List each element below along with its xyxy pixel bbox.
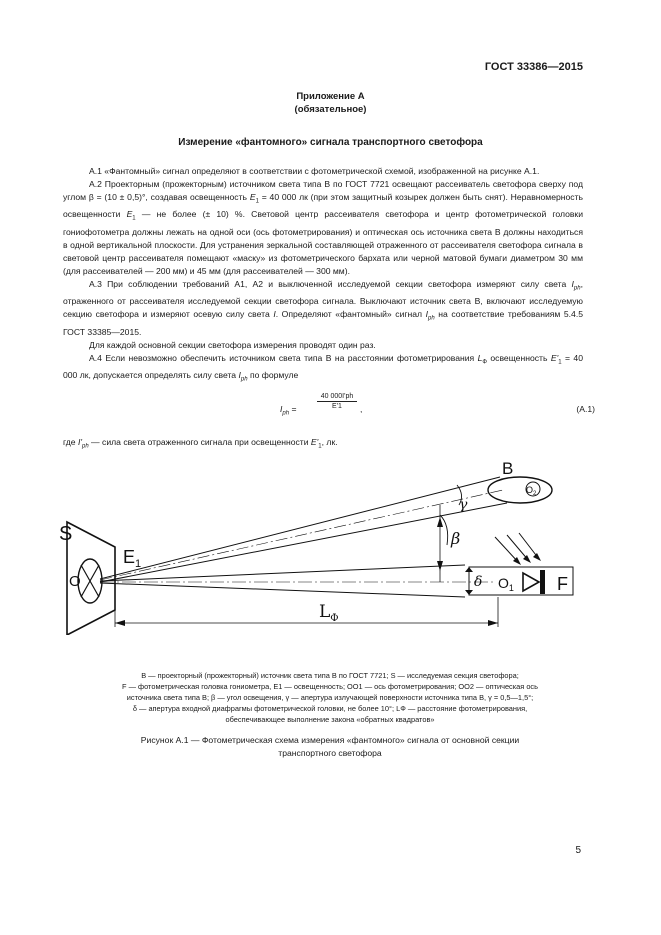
- label-E1: $E_1$: [123, 547, 142, 570]
- label-O: O: [69, 573, 81, 590]
- caption-line: Рисунок А.1 — Фотометрическая схема измерения «фантомного» сигнала от основной секции: [140, 735, 520, 745]
- paragraph-a3-note: Для каждой основной секции светофора измерения проводят один раз.: [89, 339, 376, 350]
- paragraph-a4: А.4 Если невозможно обеспечить источником света типа В на расстоянии фотометрирования $L_Ф$ освещенность $E'_1 = 40$ 000 лк, допускается определять силу света $I_{ph}$ по формуле: [63, 352, 583, 383]
- legend-line: F — фотометрическая головка гониометра, E1 — освещенность; OO1 — ось фотометрирования; OO2 — оптическая ось: [122, 682, 538, 691]
- caption-line: транспортного светофора: [278, 747, 382, 758]
- annex-heading: [0, 90, 661, 116]
- standard-number: ГОСТ 33386—2015: [484, 61, 583, 73]
- label-B: B: [502, 459, 514, 478]
- label-S: S: [59, 523, 73, 545]
- page-number: 5: [575, 845, 581, 856]
- label-F: F: [557, 574, 568, 594]
- photometer-head: [523, 573, 539, 591]
- paragraph-a1: А.1 «Фантомный» сигнал определяют в соответствии с фотометрической схемой, изображенной на рисунке А.1.: [89, 166, 540, 176]
- section-title: Измерение «фантомного» сигнала транспортного светофора: [178, 137, 483, 148]
- paragraph-a2: А.2 Проекторным (прожекторным) источником света типа В по ГОСТ 7721 освещают рассеиватель светофора сверху под углом β = (10 ± 0,5)°, создавая освещенность $E_1 = 40$ 000 лк (при этом защитный козырек должен быть снят). Неравномерность освещенности $E_1$ — не более (± 10) %. Световой центр рассеивателя светофора и центр фотометрической головки гониофотометра должны лежать на одной оси (ось фотометрирования) и оптическая ось источника света В должны находиться в одной вертикальной плоскости. Для устранения зеркальной составляющей отраженного от рассеивателя светофора сигнала в световой центр рассеивателя помещают «маску» из фотометрического бархата или черной матовой бумаги диаметром 30 мм (для рассеивателей — 200 мм) и 45 мм (для рассеивателей — 300 мм).: [63, 178, 583, 276]
- document-page: ГОСТ 33386—2015 Приложение А (обязательное) Измерение «фантомного» сигнала транспортного светофора А.1 «Фантомный» сигнал определяют в соответствии с фотометрической схемой, изображенной на рисунке А.1. А.2 Проекторным (прожекторным) источником света типа В по ГОСТ 7721 освещают рассеиватель светофора сверху под углом β = (10 ± 0,5)°, создавая освещенность $E_1 = 40$ 000 лк (при этом защитный козырек должен быть снят). Неравномерность освещенности $E_1$ — не более (± 10) %. Световой центр рассеивателя светофора и центр фотометрической головки гониофотометра должны лежать на одной оси (ось фотометрирования) и оптическая ось источника света В должны находиться в одной вертикальной плоскости. Для устранения зеркальной составляющей отраженного от рассеивателя светофора сигнала в световой центр рассеивателя помещают «маску» из фотометрического бархата или черной матовой бумаги диаметром 30 мм (для рассеивателей — 200 мм) и 45 мм (для рассеивателей — 300 мм). А.3 При соблюдении требований А1, А2 и выключенной исследуемой секции светофора измеряют силу света $I_{ph}$, отраженного от рассеивателя исследуемой секции светофора сигнала. Выключают источник света В, включают исследуемую секцию светофора и измеряют осевую силу света I. Определяют «фантомный» сигнал $I_{ph}$ на соответствие требованиям 5.4.5 ГОСТ 33385—2015. Для каждой основной секции светофора измерения проводят один раз. А.4 Если невозможно обеспечить источником света типа В на расстоянии фотометрирования $L_Ф$ освещенность $E'_1 = 40$ 000 лк, допускается определять силу света $I_{ph}$ по формуле $I_{ph}$ = $\frac{40 000I'ph}{E'1}$ , (А.1) где $I'_{ph}$ — сила света отраженного сигнала при освещенности $E'_1$, лк. S O $E_1$ $O_2$ B γ β δ $O_1$ F $L_Ф$ B — проекторный (прожекторный) источник света типа В по ГОСТ 7721; S — исследуемая секция светофора; F — фотометрическая головка гониометра, E1 — освещенность; OO1 — ось фотометрирования; OO2 — оптическая ось источника света типа В; β — угол освещения, γ — апертура излучающей поверхности источника типа В, γ = 0,5—1,5°; δ — апертура входной диафрагмы фотометрической головки, не более 10°; LФ — расстояние фотометрирования, обеспечивающее выполнение закона «обратных квадратов» Рисунок А.1 — Фотометрическая схема измерения «фантомного» сигнала от основной секции транспортного светофора 5: [0, 0, 661, 935]
- formula-numerator: 40 000I'ph: [317, 393, 357, 402]
- legend-line: δ — апертура входной диафрагмы фотометрической головки, не более 10°; LФ — расстояние фотометрирования,: [132, 704, 528, 713]
- figure-caption: [60, 734, 600, 759]
- legend-line: источника света типа В; β — угол освещения, γ — апертура излучающей поверхности источника типа В, γ = 0,5—1,5°;: [126, 693, 534, 702]
- label-O1: $O_1$: [498, 575, 514, 593]
- photometric-diagram: [55, 455, 595, 635]
- formula-denominator: E'1: [332, 403, 342, 410]
- figure-legend: [70, 670, 590, 725]
- body-text: [63, 165, 583, 387]
- formula-fraction: [317, 393, 357, 410]
- label-O2: $O_2$: [526, 485, 537, 497]
- annex-title: Приложение А: [296, 91, 365, 102]
- label-gamma: γ: [459, 497, 468, 513]
- label-delta: δ: [474, 574, 483, 590]
- paragraph-a3: А.3 При соблюдении требований А1, А2 и выключенной исследуемой секции светофора измеряют силу света $I_{ph}$, отраженного от рассеивателя исследуемой секции светофора сигнала. Выключают источник света В, включают исследуемую секцию светофора и измеряют осевую силу света I. Определяют «фантомный» сигнал $I_{ph}$ на соответствие требованиям 5.4.5 ГОСТ 33385—2015.: [63, 278, 583, 337]
- legend-line: обеспечивающее выполнение закона «обратных квадратов»: [225, 715, 435, 724]
- label-beta: β: [451, 529, 461, 548]
- annex-status: (обязательное): [294, 104, 367, 115]
- legend-line: B — проекторный (прожекторный) источник света типа В по ГОСТ 7721; S — исследуемая секция светофора;: [141, 671, 519, 680]
- source-B-ellipse: [488, 477, 552, 503]
- formula-explanation: где $I'_{ph}$ — сила света отраженного сигнала при освещенности $E'_1$, лк.: [63, 437, 338, 450]
- formula-number: (А.1): [576, 404, 595, 414]
- label-L: $L_Ф$: [319, 602, 339, 624]
